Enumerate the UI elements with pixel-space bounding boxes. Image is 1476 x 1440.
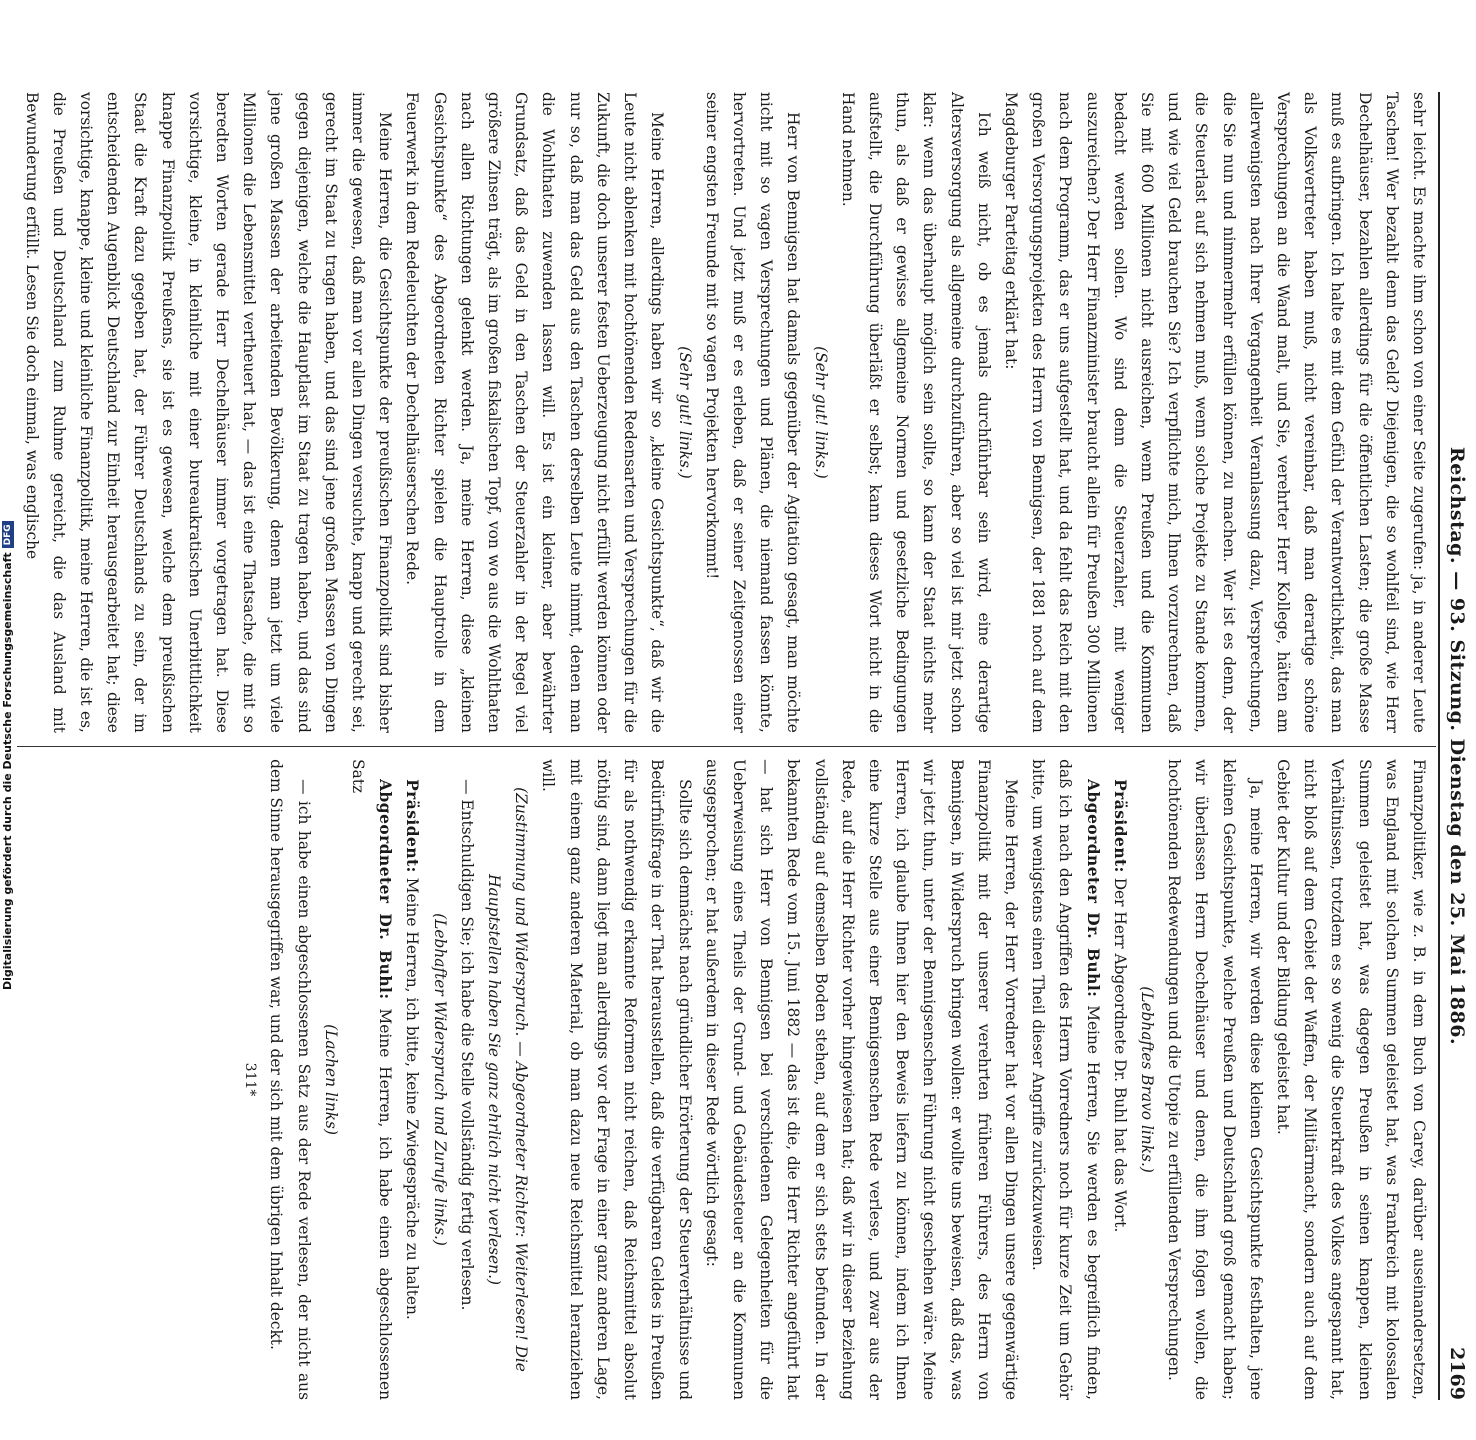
stage-direction: (Lebhafter Widerspruch und Zurufe links.)	[430, 913, 449, 1246]
speech-text: Meine Herren, ich habe einen abgeschlossenen Satz	[349, 759, 395, 1400]
quotation: Sollte sich demnächst nach gründlicher Erörterung der Steuerverhältnisse und Bedürfnißfrage in der That herausstellen, daß die verfügbaren Geldes in Preußen für als nothwendig erkannte Reformen nicht reichen, daß Reichsmittel absolut nöthig sind, dann liegt man allerdings vor der Frage in einer ganz anderen Lage, mit einem ganz anderen Material, ob man dazu neue Reichsmittel heranziehen will.	[539, 759, 694, 1400]
paragraph: Meine Herren, die Gesichtspunkte der preußischen Finanzpolitik sind bisher immer die gewesen, daß man vor allen Dingen versuchte, knapp und gerecht sei, gerecht im Staat zu tragen haben, und das sind jene großen Massen von Dingen gegen diejenigen, welche die Hauptlast im Staat zu tragen haben, und das sind jene großen Massen der arbeitenden Bevölkerung, denen man jetzt um viele Millionen die Lebensmittel vertheuert hat, — das ist eine Thatsache, die mit so beredten Worten gerade Herr Dechelhäuser immer vorgetragen hat. Diese vorsichtige, kleine, in kleinliche mit einer bureaukratischen Unerbittlichkeit knappe Finanzpolitik Preußens, sie ist es gewesen, welche dem preußischen Staat die Kraft dazu gegeben hat, der Führer Deutschlands zu sein, der im entscheidenden Augenblick Deutschland zur Einheit herausgearbeitet hat; diese vorsichtige, knappe, kleine und kleinliche Finanzpolitik, meine Herren, die ist es, die Preußen und Deutschland zum Ruhme gereicht, die das Ausland mit Bewunderung erfüllt. Lesen Sie doch einmal, was englische	[22, 92, 395, 733]
digitization-sidebar	[0, 0, 18, 1000]
paragraph: Meine Herren, der Herr Vorredner hat vor allen Dingen unsere gegenwärtige Finanzpolitik mit der unserer verehrten früheren Führers, des Herrn von Bennigsen, in Widerspruch bringen wollen: er wollte uns beweisen, daß das, was wir jetzt thun, unter der Bennigsenschen Führung nicht geschehen wäre. Meine Herren, ich glaube Ihnen hier den Beweis liefern zu können, indem ich Ihnen eine kurze Stelle aus einer Bennigsenschen Rede verlese, und zwar aus der Rede, auf die Herr Richter vorher hingewiesen hat; daß wir in dieser Beziehung vollständig auf demselben Boden stehen, auf dem er sich stets befunden. In der bekannten Rede vom 15. Juni 1882 — das ist die, die Herr Richter angeführt hat — hat sich Herr von Bennigsen bei verschiedenen Gelegenheiten für die Ueberweisung eines Theils der Grund- und Gebäudesteuer an die Kommunen ausgesprochen; er hat außerdem in dieser Rede wörtlich gesagt:	[702, 759, 1020, 1400]
stage-direction: (Zustimmung und Widerspruch. — Abgeordneter Richter: Weiterlesen! Die Hauptstellen haben Sie ganz ehrlich nicht verlesen.)	[485, 787, 531, 1372]
paragraph: Finanzpolitiker, wie z. B. in dem Buch von Carey, darüber auseinandersetzen, was England mit solchen Summen geleistet hat, was Frankreich mit kolossalen Summen geleistet hat, was dagegen Preußen in seinen knappen, kleinen Verhältnissen, trotzdem es so wenig die Steuerkraft des Volkes angespannt hat, nicht bloß auf dem Gebiet der Waffen, der Militärmacht, sondern auch auf dem Gebiet der Kultur und der Bildung geleistet hat.	[1273, 759, 1428, 1400]
speech-text: Meine Herren, Sie werden es begreiflich finden, daß ich nach den Angriffen des Herrn Vorredners noch für kurze Zeit um Gehör bitte, um wenigstens einen Theil dieser Angriffe zurückzuweisen.	[1029, 759, 1102, 1400]
stage-direction: (Sehr gut! links.)	[675, 346, 694, 479]
paragraph: — Entschuldigen Sie; ich habe die Stelle vollständig fertig verlesen.	[457, 779, 476, 1311]
funding-note	[1, 521, 14, 990]
speaker-name: Präsident:	[1110, 779, 1129, 873]
paragraph: Herr von Bennigsen hat damals gegenüber der Agitation gesagt, man möchte nicht mit so vagen Versprechungen und Plänen, die niemand fassen könnte, hervortreten. Und jetzt muß er es erleben, daß er seiner Zeitgenossen einer seiner engsten Freunde mit so vagen Projekten hervorkommt!	[702, 92, 803, 733]
scanned-page	[22, 52, 1476, 1440]
dfg-logo: DFG	[2, 521, 14, 548]
page-header	[1438, 92, 1470, 1400]
paragraph: Meine Herren, allerdings haben wir so „kleine Gesichtspunkte“, daß wir die Leute nicht ablenken mit hochtönenden Redensarten und Versprechungen für die Zukunft, die doch unserer festen Ueberzeugung nicht erfüllt werden können oder nur so, daß man das Geld aus den Taschen derselben Leute nimmt, denen man die Wohlthaten zuwenden lassen will. Es ist ein kleiner, aber bewährter Grundsatz, daß das Geld in den Taschen der Steuerzahler in der Regel viel größere Zinsen trägt, als im großen fiskalischen Topf, von wo aus die Wohlthaten nach allen Richtungen gelenkt werden. Ja, meine Herren, diese „kleinen Gesichtspunkte“ des Abgeordneten Richter spielen die Hauptrolle in dem Feuerwerk in dem Redeleuchten der Dechelhäuserschen Rede.	[403, 92, 667, 733]
quotation: Ich weiß nicht, ob es jemals durchführbar sein wird, eine derartige Altersversorgung als allgemeine durchzuführen, aber so viel ist mir jetzt schon klar: wenn das überhaupt möglich sein sollte, so kann der Staat nichts mehr thun, als daß er gewisse allgemeine Normen und gesetzliche Bedingungen aufstellt, die Durchführung überläßt er selbst; kann dieses Wort nicht in die Hand nehmen.	[838, 92, 993, 733]
paragraph: Ja, meine Herren, wir werden diese kleinen Gesichtspunkte festhalten, jene kleinen Gesichtspunkte, welche Preußen und Deutschland groß gemacht haben; wir überlassen Herrn Dechelhäuser und denen, die ihm folgen wollen, die hochtönenden Redewendungen und die Utopie zu erfüllenden Versprechungen.	[1165, 759, 1265, 1400]
speech-paragraph	[398, 759, 425, 1400]
speaker-name: Abgeordneter Dr. Buhl:	[376, 779, 395, 1000]
stage-direction: (Sehr gut! links.)	[811, 346, 830, 479]
stage-direction: (Lachen links)	[321, 1024, 340, 1135]
right-column	[17, 759, 1432, 1400]
speaker-name: Abgeordneter Dr. Buhl:	[1083, 779, 1102, 998]
speech-text: Meine Herren, ich bitte, keine Zwiegespräche zu halten.	[403, 877, 422, 1320]
paragraph: sehr leicht. Es machte ihm schon von einer Seite zugerufen: ja, in anderer Leute Taschen! Wer bezahlt denn das Geld? Diejenigen, die so wohlfeil sind, wie Herr Dechelhäuser, bezahlen allerdings für die öffentlichen Lasten; die große Masse muß es aufbringen. Ich halte es mit dem Gefühl der Verantwortlichkeit, das man als Volksvertreter haben muß, nicht vereinbar, daß man derartige schöne Versprechungen an die Wand malt, und Sie, verehrter Herr Kollege, hätten am allerwenigsten nach Ihrer Vergangenheit Veranlassung dazu, Versprechungen, die Sie nun und nimmermehr erfüllen können, zu machen. Wer ist es denn, der die Steuerlast auf sich nehmen muß, wenn solche Projekte zu Stande kommen, und wie viel Geld brauchen Sie? Ich verpflichte mich, Ihnen vorzurechnen, daß Sie mit 600 Millionen nicht ausreichen, wenn Preußen und die Kommunen bedacht werden sollen. Wo sind denn die Steuerzahler, mit weniger auszureichen? Der Herr Finanzminister braucht allein für Preußen 300 Millionen nach dem Programm, das er uns aufgestellt hat, und da fehlt das Reich mit den großen Versorgungsprojekten des Herrn von Bennigsen, der 1881 noch auf dem Magdeburger Parteitag erklärt hat:	[1001, 92, 1428, 733]
running-head: Reichstag. — 93. Sitzung. Dienstag den 25. Mai 1886.	[1446, 446, 1468, 1046]
paragraph: — ich habe einen abgeschlossenen Satz aus der Rede verlesen, der nicht aus dem Sinne herausgegriffen war, und der sich mit dem übrigen Inhalt deckt.	[267, 759, 313, 1400]
text-columns	[17, 92, 1432, 1400]
speech-text: Der Herr Abgeordnete Dr. Buhl hat das Wort.	[1110, 877, 1129, 1233]
left-column	[17, 92, 1432, 733]
stage-direction: (Lebhaftes Bravo links.)	[1137, 986, 1156, 1173]
speaker-name: Präsident:	[403, 779, 422, 873]
speech-paragraph	[344, 759, 398, 1400]
page-signature: 311*	[242, 1062, 259, 1097]
column-divider	[17, 746, 1436, 747]
speech-paragraph	[1024, 759, 1106, 1400]
page-number: 2169	[1446, 1347, 1468, 1400]
speech-paragraph	[1106, 759, 1133, 1400]
funding-note-text: Digitalisierung gefördert durch die Deutsche Forschungsgemeinschaft	[1, 552, 14, 990]
